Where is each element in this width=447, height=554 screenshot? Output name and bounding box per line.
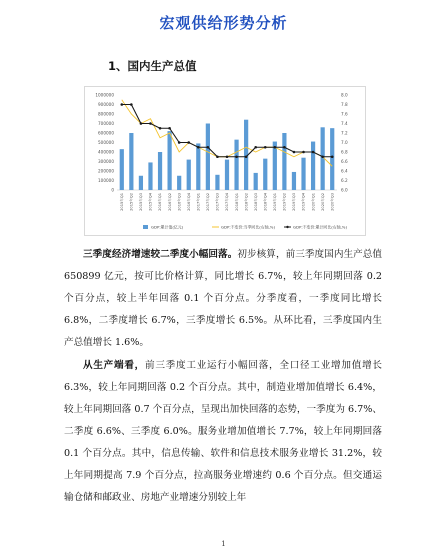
cumulative-growth-point (140, 122, 143, 125)
x-axis-tick-label: 2017年Q2 (206, 193, 211, 211)
x-axis-tick-label: 2017年Q3 (215, 193, 220, 211)
cumulative-growth-point (312, 151, 315, 154)
left-axis-tick-label: 1000000 (95, 92, 114, 98)
right-axis-tick-label: 7.0 (341, 140, 348, 146)
cumulative-growth-point (283, 146, 286, 149)
cumulative-growth-point (302, 151, 305, 154)
x-axis-tick-label: 2018年Q3 (253, 193, 258, 211)
gdp-cumulative-bar (177, 176, 181, 190)
gdp-chart-svg (85, 87, 365, 235)
paragraph-2-body: 前三季度工业运行小幅回落，全口径工业增加值增长 6.3%，较上年同期回落 0.2 个百分点。其中，制造业增加值增长 6.4%，较上年同期回落 0.7 个百分点，呈现出加快回落的态势，一季度为 6.7%、二季度 6.6%、三季度 6.0%。服务业增加值增长 7.7%，较上年同期回落 0.1 个百分点。其中，信息传输、软件和信息技术服务业增长 31.2%，较上年同期提高 7.9 个百分点，拉高服务业增速约 0.6 个百分点。但交通运输仓储和邮政业、房地产业增速分别较上年 (64, 360, 382, 503)
x-axis-tick-label: 2015年Q1 (119, 193, 124, 211)
gdp-cumulative-bar (168, 131, 172, 190)
left-axis-tick-label: 500000 (98, 140, 114, 146)
legend-label: GDP:累计值(亿元) (151, 224, 184, 230)
cumulative-growth-point (245, 155, 248, 158)
gdp-cumulative-bar (301, 158, 305, 190)
x-axis-tick-label: 2018年Q4 (263, 193, 268, 211)
cumulative-growth-point (331, 155, 334, 158)
x-axis-tick-label: 2017年Q4 (225, 193, 230, 211)
cumulative-growth-point (207, 146, 210, 149)
gdp-cumulative-bar (282, 133, 286, 190)
gdp-cumulative-bar (139, 176, 143, 190)
legend-label: GDP:不变价:累计同比(右轴,%) (293, 224, 347, 230)
cumulative-growth-point (274, 146, 277, 149)
left-axis-tick-label: 900000 (98, 102, 114, 108)
x-axis-tick-label: 2016年Q2 (167, 193, 172, 211)
paragraph-1-lead: 三季度经济增速较二季度小幅回落。 (83, 249, 238, 260)
x-axis-tick-label: 2017年Q1 (196, 193, 201, 211)
gdp-cumulative-bar (158, 152, 162, 190)
cumulative-growth-point (226, 155, 229, 158)
legend-swatch-point (286, 226, 288, 228)
x-axis-tick-label: 2015年Q3 (139, 193, 144, 211)
right-axis-tick-label: 8.0 (341, 92, 348, 98)
legend-swatch-bar (143, 225, 148, 229)
cumulative-growth-point (254, 146, 257, 149)
left-axis-tick-label: 100000 (98, 178, 114, 184)
x-axis-tick-label: 2016年Q1 (158, 193, 163, 211)
gdp-cumulative-bar (148, 162, 152, 190)
section-heading: 1、国内生产总值 (108, 59, 197, 73)
cumulative-growth-point (168, 127, 171, 130)
cumulative-growth-point (264, 146, 267, 149)
cumulative-growth-point (321, 155, 324, 158)
cumulative-growth-point (120, 103, 123, 106)
x-axis-tick-label: 2016年Q3 (177, 193, 182, 211)
cumulative-growth-point (197, 146, 200, 149)
right-axis-tick-label: 6.0 (341, 187, 348, 193)
x-axis-tick-label: 2018年Q2 (244, 193, 249, 211)
x-axis-tick-label: 2019年Q3 (292, 193, 297, 211)
cumulative-growth-point (130, 103, 133, 106)
right-axis-tick-label: 7.6 (341, 111, 348, 117)
gdp-cumulative-bar (129, 133, 133, 190)
paragraph-1-body: 初步核算，前三季度国内生产总值 650899 亿元，按可比价格计算，同比增长 6.7%，较上年同期回落 0.2 个百分点，较上半年回落 0.1 个百分点。分季度看，一季度同比增长 6.8%，二季度增长 6.7%，三季度增长 6.5%。从环比看，三季度国内生产总值增长 1.6%。 (64, 249, 383, 348)
legend-label: GDP:不变价:当季同比(右轴,%) (221, 224, 275, 230)
page-number: 1 (221, 540, 226, 548)
x-axis-tick-label: 2018年Q1 (234, 193, 239, 211)
left-axis-tick-label: 300000 (98, 159, 114, 165)
gdp-cumulative-bar (225, 160, 229, 190)
cumulative-growth-point (187, 141, 190, 144)
right-axis-tick-label: 6.6 (341, 159, 348, 165)
paragraph-2 (64, 355, 382, 509)
cumulative-growth-point (149, 122, 152, 125)
cumulative-growth-point (159, 127, 162, 130)
cumulative-growth-line (122, 105, 332, 157)
left-axis-tick-label: 800000 (98, 111, 114, 117)
gdp-cumulative-bar (263, 159, 267, 190)
gdp-cumulative-bar (196, 143, 200, 190)
right-axis-tick-label: 6.4 (341, 168, 348, 174)
x-axis-tick-label: 2015年Q4 (148, 193, 153, 211)
gdp-cumulative-bar (215, 175, 219, 190)
gdp-cumulative-bar (120, 149, 124, 190)
paragraph-1 (64, 244, 382, 354)
right-axis-tick-label: 6.8 (341, 149, 348, 155)
right-axis-tick-label: 7.8 (341, 102, 348, 108)
right-axis-tick-label: 7.4 (341, 121, 348, 127)
left-axis-tick-label: 0 (111, 187, 114, 193)
left-axis-tick-label: 200000 (98, 168, 114, 174)
gdp-cumulative-bar (187, 160, 191, 190)
x-axis-tick-label: 2020年Q1 (311, 193, 316, 211)
left-axis-tick-label: 600000 (98, 130, 114, 136)
cumulative-growth-point (178, 141, 181, 144)
right-axis-tick-label: 6.2 (341, 178, 348, 184)
x-axis-tick-label: 2016年Q4 (186, 193, 191, 211)
x-axis-tick-label: 2015年Q2 (129, 193, 134, 211)
gdp-cumulative-bar (254, 173, 258, 190)
page-title: 宏观供给形势分析 (159, 14, 288, 32)
x-axis-tick-label: 2020年Q2 (320, 193, 325, 211)
gdp-cumulative-bar (330, 128, 334, 190)
x-axis-tick-label: 2019年Q2 (282, 193, 287, 211)
left-axis-tick-label: 700000 (98, 121, 114, 127)
gdp-cumulative-bar (292, 172, 296, 190)
gdp-cumulative-bar (273, 142, 277, 190)
paragraph-2-lead: 从生产端看， (83, 360, 146, 371)
cumulative-growth-point (216, 155, 219, 158)
cumulative-growth-point (293, 151, 296, 154)
x-axis-tick-label: 2020年Q3 (330, 193, 335, 211)
x-axis-tick-label: 2019年Q1 (273, 193, 278, 211)
gdp-cumulative-bar (311, 142, 315, 190)
right-axis-tick-label: 7.2 (341, 130, 348, 136)
cumulative-growth-point (235, 155, 238, 158)
gdp-chart (84, 86, 366, 236)
x-axis-tick-label: 2019年Q4 (301, 193, 306, 211)
gdp-cumulative-bar (234, 140, 238, 190)
left-axis-tick-label: 400000 (98, 149, 114, 155)
gdp-cumulative-bar (206, 124, 210, 191)
